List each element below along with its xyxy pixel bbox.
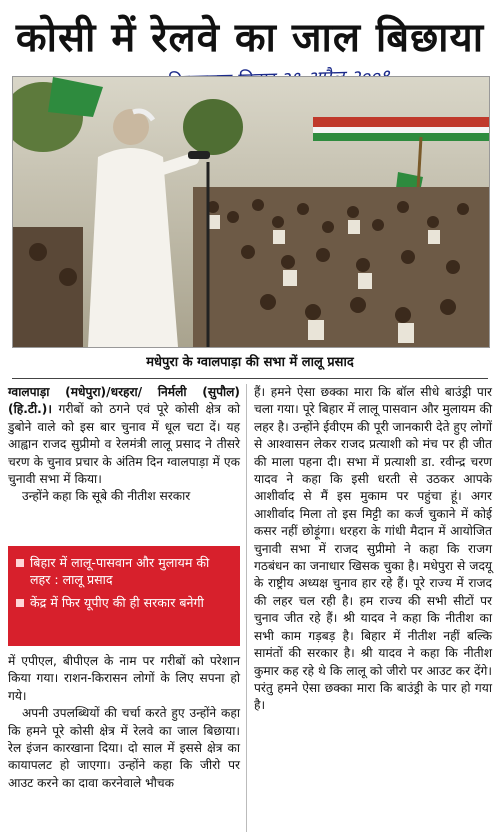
- column-divider: [246, 384, 247, 832]
- rally-photo: [12, 76, 490, 348]
- dateline: ग्वालपाड़ा (मधेपुरा)/धरहरा/ निर्मली (सुपौल) (हि.टी.)।: [8, 385, 240, 417]
- paragraph-1: गरीबों को ठगने एवं पूरे कोसी क्षेत्र को डुबोने वाले को इस बार चुनाव में धूल चटा दें। यह आह्वान राजद सुप्रीमो व रेलमंत्री लालू प्रसाद ने तीसरे चरण के चुनाव प्रचार के अंतिम दिन ग्वालपाड़ा में एक चुनावी सभा में किया।: [8, 402, 241, 487]
- paragraph-2: उन्होंने कहा कि सूबे की नीतीश सरकार: [22, 489, 191, 504]
- highlight-box: [8, 546, 240, 646]
- article-right-column: [254, 384, 492, 715]
- right-column-text: हैं। हमने ऐसा छक्का मारा कि बॉल सीधे बाउंड्री पार चला गया। पूरे बिहार में लालू पासवान और मुलायम की लहर है। उन्होंने ईवीएम की पूरी जानकारी देते हुए लोगों से आश्वासन लेकर राजद प्रत्याशी को मंच पर ही जीत की माला पहना दी। सभा में प्रत्याशी डा. रवीन्द्र चरण यादव ने कहा कि इसी धरती से उठकर आपके आशीर्वाद से मैं इस मुकाम पर पहुंचा हूं। अगर आशीर्वाद मिला तो इस मिट्टी का कर्ज चुकाने में कोई कसर नहीं छोड़ूंगा। धरहरा के गांधी मैदान में आयोजित चुनावी सभा में राजद सुप्रीमो ने कहा कि राजग गठबंधन का जनाधार खिसक चुका है। मधेपुरा से जदयू के राष्ट्रीय अध्यक्ष चुनाव हार रहे हैं। पूरे राज्य में राजद की लहर चल रही है। हम राज्य की सभी सीटों पर चुनाव जीत रहे हैं। श्री यादव ने कहा कि नीतीश का सभी काम गड़बड़ है। बिहार में नीतीश नहीं बल्कि सामंतों की सरकार है। श्री यादव ने कहा कि नीतीश कुमार कह रहे थे कि लालू को जीरो पर आउट कर देंगे। परंतु हमने ऐसा छक्का मारा कि बाउंड्री के पार हो गया है।: [254, 385, 492, 713]
- caption-divider: [12, 378, 488, 379]
- bullet-square-icon: [16, 599, 24, 607]
- highlight-item: [16, 594, 232, 611]
- paragraph-lead: [8, 384, 240, 488]
- article-left-column-continued: [8, 653, 240, 792]
- headline: कोसी में रेलवे का जाल बिछाया: [15, 14, 485, 61]
- paragraph-4: अपनी उपलब्धियों की चर्चा करते हुए उन्होंने कहा कि हमने पूरे कोसी क्षेत्र में रेलवे का जाल बिछाया। रेल इंजन कारखाना दिया। दो साल में इससे क्षेत्र का कायापलट हो जाएगा। उन्होंने कहा कि जीरो पर आउट करने का दावा करनेवाले भौचक: [8, 706, 240, 790]
- rally-photo-illustration: [13, 77, 489, 347]
- highlight-text-2: केंद्र में फिर यूपीए की ही सरकार बनेगी: [30, 595, 204, 610]
- paragraph-3: में एपीएल, बीपीएल के नाम पर गरीबों को परेशान किया गया। राशन-किरासन लोगों के लिए सपना हो गये।: [8, 654, 240, 703]
- article-left-column: [8, 384, 240, 506]
- bullet-square-icon: [16, 559, 24, 567]
- photo-caption: मधेपुरा के ग्वालपाड़ा की सभा में लालू प्रसाद: [146, 355, 354, 370]
- highlight-text-1: बिहार में लालू-पासवान और मुलायम की लहर : लालू प्रसाद: [30, 555, 210, 587]
- highlight-item: [16, 554, 232, 588]
